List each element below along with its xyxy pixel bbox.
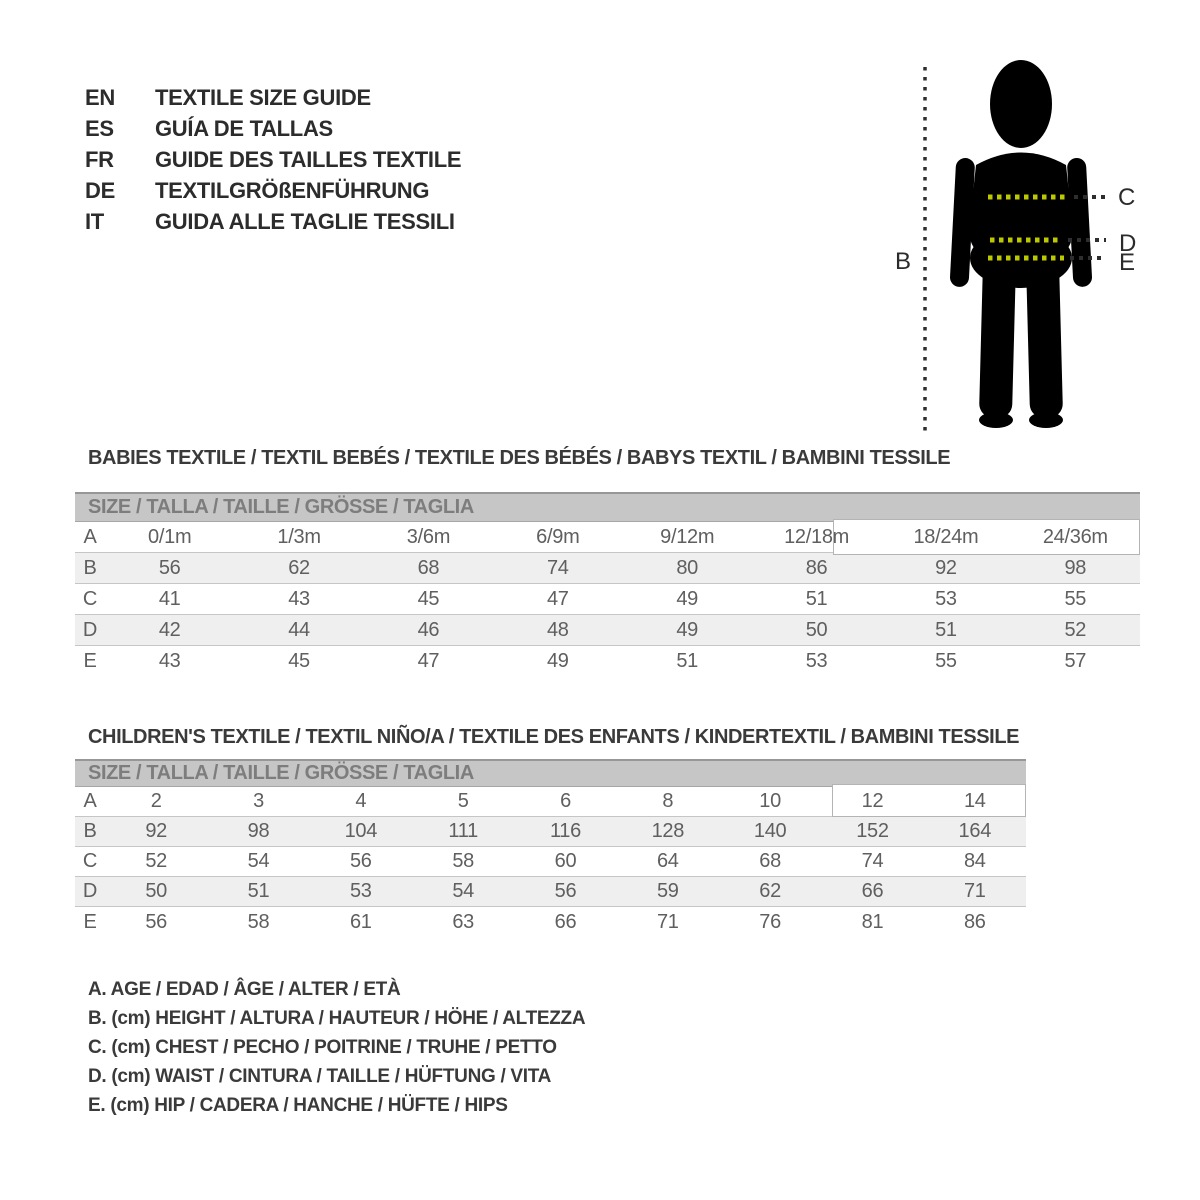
children-section-heading: CHILDREN'S TEXTILE / TEXTIL NIÑO/A / TEXTILE DES ENFANTS / KINDERTEXTIL / BAMBINI TESSILE: [88, 726, 1020, 748]
row-label: C: [82, 850, 98, 872]
size-cell: 58: [452, 850, 474, 872]
size-cell: 43: [158, 650, 181, 672]
legend-line-chest: C. (cm) CHEST / PECHO / POITRINE / TRUHE / PETTO: [88, 1036, 557, 1058]
size-cell: 47: [417, 650, 440, 672]
lang-code: IT: [85, 208, 104, 234]
size-cell: 24/36m: [1042, 525, 1108, 548]
size-cell: 1/3m: [277, 525, 321, 548]
babies-size-table: [75, 492, 1140, 677]
size-cell: 164: [958, 820, 992, 842]
row-label: D: [82, 618, 98, 641]
size-cell: 6: [560, 790, 571, 812]
size-cell: 58: [247, 910, 270, 933]
lang-row-en: [85, 82, 461, 113]
size-cell: 56: [145, 910, 167, 933]
lang-title: TEXTILE SIZE GUIDE: [155, 84, 371, 110]
size-cell: 60: [554, 850, 577, 872]
row-label: C: [82, 587, 98, 610]
lang-title: GUIDA ALLE TAGLIE TESSILI: [155, 208, 455, 234]
table-row: [75, 817, 1026, 847]
size-cell: 10: [759, 790, 781, 812]
size-cell: 6/9m: [536, 525, 580, 548]
size-cell: 8: [662, 790, 674, 812]
table-row: [75, 522, 1140, 553]
figure-label-waist: D: [1119, 230, 1137, 257]
size-cell: 54: [452, 880, 474, 902]
size-cell: 5: [457, 790, 469, 812]
size-cell: 42: [158, 618, 181, 641]
size-cell: 18/24m: [913, 525, 979, 548]
size-cell: 86: [805, 556, 828, 579]
size-cell: 128: [651, 820, 685, 842]
size-cell: 140: [753, 820, 787, 842]
legend-line-age: A. AGE / EDAD / ÂGE / ALTER / ETÀ: [88, 978, 401, 1000]
size-cell: 92: [935, 556, 957, 579]
table-row: [75, 787, 1026, 817]
size-cell: 66: [554, 910, 577, 933]
table-row: [75, 646, 1140, 677]
size-cell: 54: [247, 850, 270, 872]
size-cell: 98: [247, 820, 270, 842]
size-cell: 71: [656, 910, 679, 933]
row-label: A: [83, 790, 97, 812]
size-table-header-label: SIZE / TALLA / TAILLE / GRÖSSE / TAGLIA: [88, 496, 474, 518]
size-cell: 51: [935, 618, 957, 641]
size-cell: 46: [417, 618, 440, 641]
row-label: E: [83, 910, 97, 933]
size-cell: 59: [656, 880, 679, 902]
size-cell: 62: [759, 880, 781, 902]
size-cell: 56: [554, 880, 577, 902]
size-cell: 74: [546, 556, 569, 579]
size-cell: 9/12m: [660, 525, 715, 548]
size-cell: 3: [253, 790, 264, 812]
lang-title: GUÍA DE TALLAS: [155, 115, 333, 141]
size-cell: 56: [349, 850, 372, 872]
size-cell: 52: [1064, 618, 1087, 641]
size-cell: 3/6m: [406, 525, 451, 548]
size-cell: 56: [158, 556, 181, 579]
size-cell: 84: [963, 850, 986, 872]
size-cell: 116: [549, 820, 581, 842]
lang-code: FR: [85, 146, 114, 172]
size-cell: 51: [247, 880, 270, 902]
legend-line-hip: E. (cm) HIP / CADERA / HANCHE / HÜFTE / HIPS: [88, 1094, 508, 1116]
language-title-list: [85, 82, 461, 237]
size-cell: 55: [1064, 587, 1087, 610]
size-table-header: [75, 492, 1140, 522]
lang-title: TEXTILGRÖßENFÜHRUNG: [155, 177, 430, 203]
size-cell: 74: [861, 850, 884, 872]
size-cell: 43: [288, 587, 310, 610]
size-cell: 0/1m: [148, 525, 192, 548]
size-cell: 66: [861, 880, 884, 902]
size-cell: 62: [288, 556, 310, 579]
measurement-legend: [88, 975, 585, 1120]
table-row: [75, 615, 1140, 646]
size-cell: 57: [1064, 650, 1087, 672]
table-row: [75, 553, 1140, 584]
row-label: D: [82, 880, 98, 902]
children-size-table: [75, 759, 1026, 937]
size-cell: 64: [656, 850, 679, 872]
lang-row-es: [85, 113, 461, 144]
size-cell: 45: [288, 650, 310, 672]
children-table-body: [75, 787, 1026, 937]
size-cell: 53: [805, 650, 828, 672]
child-measurement-figure: [878, 50, 1170, 445]
size-cell: 61: [349, 910, 372, 933]
size-cell: 50: [805, 618, 828, 641]
lang-row-de: [85, 175, 461, 206]
table-row: [75, 907, 1026, 937]
size-cell: 12/18m: [784, 525, 850, 548]
size-cell: 49: [676, 618, 699, 641]
row-label: E: [83, 650, 97, 672]
table-row: [75, 584, 1140, 615]
size-cell: 41: [158, 587, 181, 610]
size-cell: 152: [856, 820, 889, 842]
size-cell: 44: [288, 618, 310, 641]
size-cell: 4: [355, 790, 367, 812]
size-cell: 49: [546, 650, 569, 672]
figure-label-chest: C: [1118, 184, 1136, 211]
size-cell: 63: [452, 910, 474, 933]
size-cell: 68: [417, 556, 440, 579]
lang-title: GUIDE DES TAILLES TEXTILE: [155, 146, 462, 172]
table-row: [75, 877, 1026, 907]
size-table-header: [75, 759, 1026, 787]
size-cell: 86: [963, 910, 986, 933]
size-cell: 53: [349, 880, 372, 902]
row-label: B: [83, 556, 97, 579]
size-cell: 98: [1064, 556, 1087, 579]
lang-code: DE: [85, 177, 115, 203]
figure-label-hip: E: [1119, 249, 1136, 276]
legend-line-height: B. (cm) HEIGHT / ALTURA / HAUTEUR / HÖHE / ALTEZZA: [88, 1007, 586, 1029]
babies-section-heading: BABIES TEXTILE / TEXTIL BEBÉS / TEXTILE DES BÉBÉS / BABYS TEXTIL / BAMBINI TESSILE: [88, 447, 951, 469]
size-cell: 53: [935, 587, 957, 610]
legend-line-waist: D. (cm) WAIST / CINTURA / TAILLE / HÜFTUNG / VITA: [88, 1065, 552, 1087]
size-cell: 52: [145, 850, 167, 872]
size-cell: 50: [145, 880, 167, 902]
size-cell: 12: [861, 790, 884, 812]
lang-code: EN: [85, 84, 115, 110]
lang-row-it: [85, 206, 461, 237]
size-cell: 51: [676, 650, 699, 672]
size-cell: 49: [676, 587, 699, 610]
size-cell: 48: [546, 618, 569, 641]
size-cell: 92: [145, 820, 167, 842]
size-cell: 55: [935, 650, 957, 672]
size-cell: 71: [963, 880, 986, 902]
child-silhouette-icon: [950, 60, 1093, 428]
size-cell: 111: [448, 820, 478, 842]
size-cell: 51: [805, 587, 828, 610]
row-label: A: [83, 525, 97, 548]
table-row: [75, 847, 1026, 877]
size-cell: 81: [861, 910, 884, 933]
size-cell: 80: [676, 556, 699, 579]
size-cell: 45: [417, 587, 440, 610]
babies-table-body: [75, 522, 1140, 677]
size-cell: 76: [759, 910, 781, 933]
lang-row-fr: [85, 144, 461, 175]
size-table-header-label: SIZE / TALLA / TAILLE / GRÖSSE / TAGLIA: [88, 762, 474, 784]
figure-label-height: B: [895, 248, 912, 275]
size-cell: 2: [150, 790, 162, 812]
size-cell: 68: [759, 850, 781, 872]
row-label: B: [83, 820, 97, 842]
size-cell: 104: [344, 820, 378, 842]
size-cell: 47: [546, 587, 569, 610]
lang-code: ES: [85, 115, 114, 141]
size-cell: 14: [963, 790, 986, 812]
